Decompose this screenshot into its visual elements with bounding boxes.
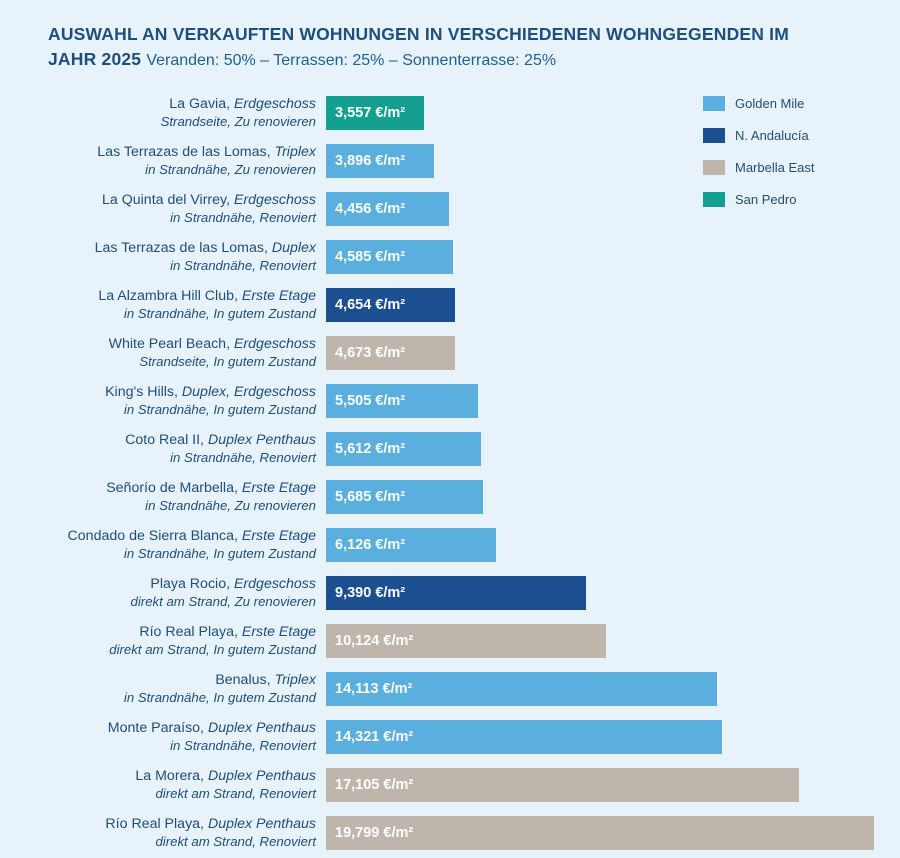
legend-label: Golden Mile — [735, 96, 805, 111]
row-label — [26, 720, 326, 754]
bar-track — [326, 816, 874, 850]
bar — [326, 384, 478, 418]
row-property-name — [26, 528, 316, 546]
row-name-plain: La Morera, — [135, 767, 204, 784]
bar-track — [326, 192, 874, 226]
row-name-plain: Señorío de Marbella, — [106, 479, 238, 496]
row-property-name — [26, 720, 316, 738]
row-label — [26, 144, 326, 178]
row-name-plain: Río Real Playa, — [105, 815, 204, 832]
bar — [326, 240, 453, 274]
row-description: in Strandnähe, Zu renovieren — [145, 161, 316, 177]
chart-row — [26, 90, 874, 136]
row-label — [26, 336, 326, 370]
chart-row — [26, 234, 874, 280]
row-description: Strandseite, Zu renovieren — [160, 113, 316, 129]
row-description: in Strandnähe, Zu renovieren — [145, 497, 316, 513]
bar — [326, 768, 799, 802]
bar-value-label: 19,799 €/m² — [335, 825, 414, 841]
row-property-name — [26, 336, 316, 354]
chart-row — [26, 186, 874, 232]
row-description: Strandseite, In gutem Zustand — [139, 353, 316, 369]
row-name-italic: Erdgeschoss — [230, 335, 316, 352]
row-name-plain: La Quinta del Virrey, — [102, 191, 231, 208]
bar — [326, 576, 586, 610]
chart-row — [26, 282, 874, 328]
row-name-italic: Erdgeschoss — [230, 95, 316, 112]
bar — [326, 96, 424, 130]
row-property-name — [26, 576, 316, 594]
row-property-name — [26, 240, 316, 258]
title-text-1: AUSWAHL AN VERKAUFTEN WOHNUNGEN IN VERSCHIEDENEN WOHNGEGENDEN IM — [48, 24, 790, 44]
row-name-plain: King's Hills, — [105, 383, 178, 400]
row-description: direkt am Strand, Renoviert — [155, 785, 316, 801]
row-name-italic: Duplex, Erdgeschoss — [177, 383, 316, 400]
bar-track — [326, 768, 874, 802]
bar-track — [326, 288, 874, 322]
bar — [326, 432, 481, 466]
bar — [326, 336, 455, 370]
row-label — [26, 432, 326, 466]
bar-chart — [26, 90, 874, 858]
row-label — [26, 240, 326, 274]
chart-row — [26, 618, 874, 664]
bar — [326, 624, 606, 658]
title-text-2: JAHR 2025 — [48, 49, 142, 70]
bar-value-label: 5,612 €/m² — [335, 441, 406, 457]
row-label — [26, 192, 326, 226]
row-label — [26, 96, 326, 130]
bar — [326, 144, 434, 178]
row-name-plain: Benalus, — [215, 671, 271, 688]
chart-row — [26, 138, 874, 184]
row-label — [26, 480, 326, 514]
title-line-2 — [48, 47, 848, 72]
bar-value-label: 17,105 €/m² — [335, 777, 414, 793]
bar-track — [326, 144, 874, 178]
row-property-name — [26, 672, 316, 690]
bar — [326, 528, 496, 562]
row-property-name — [26, 432, 316, 450]
legend-label: Marbella East — [735, 160, 815, 175]
row-property-name — [26, 480, 316, 498]
row-description: direkt am Strand, In gutem Zustand — [109, 641, 316, 657]
row-name-italic: Erste Etage — [237, 479, 316, 496]
bar-value-label: 10,124 €/m² — [335, 633, 414, 649]
bar-value-label: 9,390 €/m² — [335, 585, 406, 601]
row-description: direkt am Strand, Renoviert — [155, 833, 316, 849]
row-name-italic: Triplex — [270, 671, 316, 688]
bar-track — [326, 528, 874, 562]
chart-row — [26, 474, 874, 520]
bar-value-label: 3,557 €/m² — [335, 105, 406, 121]
row-label — [26, 288, 326, 322]
row-name-plain: Río Real Playa, — [139, 623, 238, 640]
row-property-name — [26, 288, 316, 306]
chart-row — [26, 378, 874, 424]
bar-track — [326, 480, 874, 514]
bar-value-label: 4,585 €/m² — [335, 249, 406, 265]
bar-value-label: 4,456 €/m² — [335, 201, 406, 217]
row-description: in Strandnähe, In gutem Zustand — [123, 689, 316, 705]
bar-value-label: 4,673 €/m² — [335, 345, 406, 361]
row-property-name — [26, 96, 316, 114]
row-property-name — [26, 768, 316, 786]
subtitle-text: Veranden: 50% – Terrassen: 25% – Sonnenterrasse: 25% — [146, 52, 557, 70]
row-name-plain: Las Terrazas de las Lomas, — [94, 239, 268, 256]
bar-track — [326, 432, 874, 466]
title-line-1 — [48, 22, 848, 47]
row-property-name — [26, 816, 316, 834]
bar — [326, 192, 449, 226]
legend-label: San Pedro — [735, 192, 797, 207]
page-title — [48, 22, 848, 73]
chart-row — [26, 426, 874, 472]
bar-value-label: 14,321 €/m² — [335, 729, 414, 745]
bar — [326, 288, 455, 322]
bar-track — [326, 384, 874, 418]
row-name-italic: Duplex Penthaus — [204, 431, 316, 448]
row-label — [26, 528, 326, 562]
row-description: in Strandnähe, In gutem Zustand — [123, 401, 316, 417]
row-property-name — [26, 384, 316, 402]
row-description: in Strandnähe, Renoviert — [170, 209, 316, 225]
row-property-name — [26, 624, 316, 642]
bar-track — [326, 624, 874, 658]
row-name-italic: Duplex — [267, 239, 316, 256]
bar-track — [326, 720, 874, 754]
row-label — [26, 384, 326, 418]
row-name-italic: Erste Etage — [237, 287, 316, 304]
row-name-plain: Coto Real II, — [125, 431, 204, 448]
row-description: direkt am Strand, Zu renovieren — [130, 593, 316, 609]
row-name-plain: Monte Paraíso, — [107, 719, 204, 736]
row-description: in Strandnähe, Renoviert — [170, 257, 316, 273]
row-label — [26, 576, 326, 610]
bar-value-label: 14,113 €/m² — [335, 681, 413, 697]
bar-track — [326, 576, 874, 610]
row-name-italic: Duplex Penthaus — [204, 767, 316, 784]
bar-value-label: 6,126 €/m² — [335, 537, 406, 553]
row-name-plain: La Gavia, — [169, 95, 231, 112]
bar-track — [326, 672, 874, 706]
row-property-name — [26, 144, 316, 162]
row-name-plain: Condado de Sierra Blanca, — [67, 527, 238, 544]
chart-row — [26, 522, 874, 568]
chart-row — [26, 810, 874, 856]
row-label — [26, 624, 326, 658]
row-description: in Strandnähe, In gutem Zustand — [123, 305, 316, 321]
row-label — [26, 672, 326, 706]
row-description: in Strandnähe, In gutem Zustand — [123, 545, 316, 561]
row-name-plain: White Pearl Beach, — [108, 335, 231, 352]
row-description: in Strandnähe, Renoviert — [170, 737, 316, 753]
bar-value-label: 3,896 €/m² — [335, 153, 406, 169]
bar-value-label: 5,505 €/m² — [335, 393, 406, 409]
row-description: in Strandnähe, Renoviert — [170, 449, 316, 465]
bar-track — [326, 96, 874, 130]
bar — [326, 480, 483, 514]
row-name-italic: Erste Etage — [237, 527, 316, 544]
bar-value-label: 5,685 €/m² — [335, 489, 406, 505]
bar-value-label: 4,654 €/m² — [335, 297, 406, 313]
row-name-italic: Erdgeschoss — [230, 575, 316, 592]
bar — [326, 720, 722, 754]
bar-track — [326, 336, 874, 370]
row-name-italic: Triplex — [270, 143, 316, 160]
row-name-italic: Erdgeschoss — [230, 191, 316, 208]
chart-row — [26, 666, 874, 712]
row-name-italic: Erste Etage — [237, 623, 316, 640]
row-name-plain: Las Terrazas de las Lomas, — [97, 143, 271, 160]
row-label — [26, 816, 326, 850]
chart-row — [26, 762, 874, 808]
row-label — [26, 768, 326, 802]
row-name-italic: Duplex Penthaus — [204, 719, 316, 736]
bar-track — [326, 240, 874, 274]
row-name-plain: La Alzambra Hill Club, — [98, 287, 238, 304]
bar — [326, 816, 874, 850]
chart-row — [26, 714, 874, 760]
row-property-name — [26, 192, 316, 210]
chart-row — [26, 570, 874, 616]
bar — [326, 672, 717, 706]
row-name-plain: Playa Rocio, — [150, 575, 231, 592]
legend-label: N. Andalucía — [735, 128, 809, 143]
row-name-italic: Duplex Penthaus — [204, 815, 316, 832]
chart-row — [26, 330, 874, 376]
